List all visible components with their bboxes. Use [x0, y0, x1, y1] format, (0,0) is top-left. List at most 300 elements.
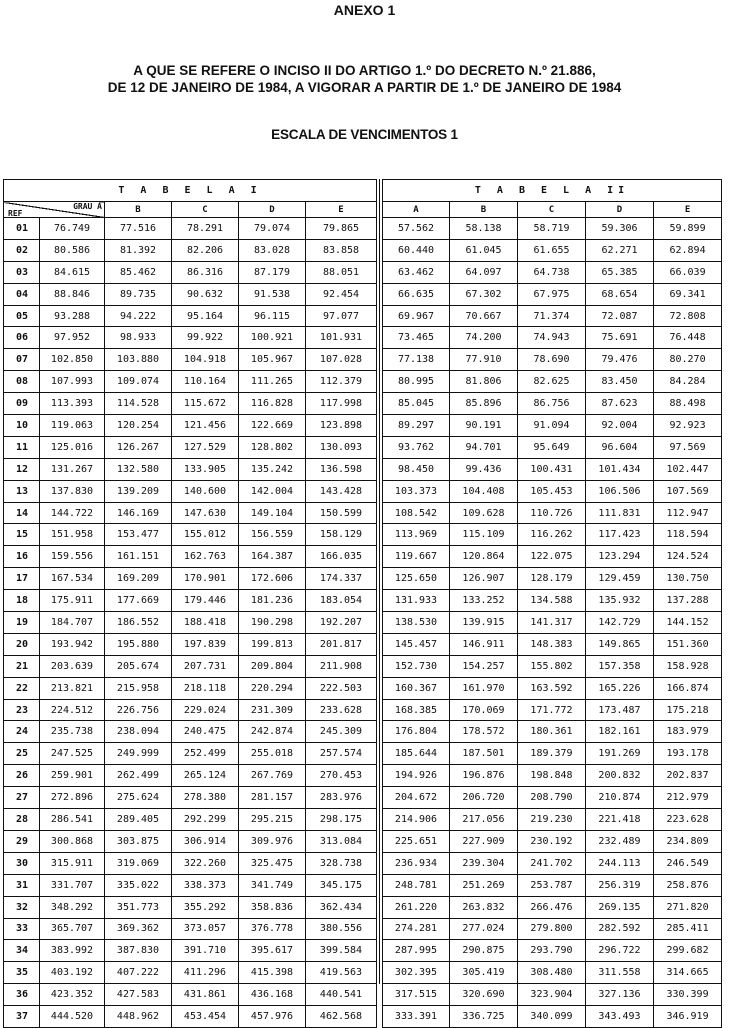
value-cell: 399.584 — [306, 940, 377, 962]
table-row — [383, 918, 722, 940]
value-cell: 130.750 — [654, 568, 722, 590]
value-cell: 126.267 — [105, 436, 172, 458]
value-cell: 136.598 — [306, 458, 377, 480]
ref-cell: 09 — [4, 393, 40, 415]
table-row — [4, 830, 377, 852]
value-cell: 92.004 — [586, 415, 654, 437]
value-cell: 183.979 — [654, 721, 722, 743]
value-cell: 157.358 — [586, 655, 654, 677]
value-cell: 189.379 — [518, 743, 586, 765]
table-row — [4, 852, 377, 874]
value-cell: 325.475 — [239, 852, 306, 874]
value-cell: 61.655 — [518, 239, 586, 261]
value-cell: 113.393 — [40, 393, 105, 415]
value-cell: 193.942 — [40, 633, 105, 655]
value-cell: 282.592 — [586, 918, 654, 940]
value-cell: 300.868 — [40, 830, 105, 852]
value-cell: 188.418 — [172, 612, 239, 634]
value-cell: 192.207 — [306, 612, 377, 634]
value-cell: 247.525 — [40, 743, 105, 765]
value-cell: 230.192 — [518, 830, 586, 852]
value-cell: 112.947 — [654, 502, 722, 524]
value-cell: 209.804 — [239, 655, 306, 677]
value-cell: 177.669 — [105, 590, 172, 612]
table-row — [383, 612, 722, 634]
ref-cell: 33 — [4, 918, 40, 940]
table-row — [4, 1006, 377, 1028]
value-cell: 193.178 — [654, 743, 722, 765]
table-row — [4, 261, 377, 283]
value-cell: 77.910 — [450, 349, 518, 371]
ref-cell: 36 — [4, 984, 40, 1006]
value-cell: 436.168 — [239, 984, 306, 1006]
table-row — [383, 633, 722, 655]
value-cell: 76.749 — [40, 218, 105, 240]
value-cell: 225.651 — [383, 830, 450, 852]
value-cell: 150.599 — [306, 502, 377, 524]
value-cell: 89.297 — [383, 415, 450, 437]
value-cell: 293.790 — [518, 940, 586, 962]
tabela-i-title: T A B E L A I — [4, 180, 377, 202]
value-cell: 158.928 — [654, 655, 722, 677]
ref-cell: 03 — [4, 261, 40, 283]
value-cell: 327.136 — [586, 984, 654, 1006]
table-row — [383, 984, 722, 1006]
value-cell: 68.654 — [586, 283, 654, 305]
table-row — [383, 830, 722, 852]
value-cell: 271.820 — [654, 896, 722, 918]
value-cell: 83.858 — [306, 239, 377, 261]
table-row — [383, 239, 722, 261]
value-cell: 258.876 — [654, 874, 722, 896]
value-cell: 66.635 — [383, 283, 450, 305]
value-cell: 407.222 — [105, 962, 172, 984]
table-row — [383, 218, 722, 240]
value-cell: 91.094 — [518, 415, 586, 437]
value-cell: 194.926 — [383, 765, 450, 787]
value-cell: 171.772 — [518, 699, 586, 721]
value-cell: 85.462 — [105, 261, 172, 283]
ref-cell: 26 — [4, 765, 40, 787]
value-cell: 275.624 — [105, 787, 172, 809]
value-cell: 85.896 — [450, 393, 518, 415]
value-cell: 257.574 — [306, 743, 377, 765]
value-cell: 141.317 — [518, 612, 586, 634]
value-cell: 94.701 — [450, 436, 518, 458]
value-cell: 265.124 — [172, 765, 239, 787]
col-header-t1: B — [105, 202, 172, 218]
value-cell: 131.933 — [383, 590, 450, 612]
value-cell: 99.922 — [172, 327, 239, 349]
value-cell: 305.419 — [450, 962, 518, 984]
value-cell: 62.894 — [654, 239, 722, 261]
ref-cell: 22 — [4, 677, 40, 699]
salary-scale-title: ESCALA DE VENCIMENTOS 1 — [271, 127, 458, 142]
value-cell: 272.896 — [40, 787, 105, 809]
value-cell: 137.288 — [654, 590, 722, 612]
value-cell: 59.899 — [654, 218, 722, 240]
table-row — [383, 327, 722, 349]
value-cell: 98.933 — [105, 327, 172, 349]
value-cell: 69.341 — [654, 283, 722, 305]
value-cell: 140.600 — [172, 480, 239, 502]
value-cell: 174.337 — [306, 568, 377, 590]
value-cell: 64.738 — [518, 261, 586, 283]
value-cell: 139.209 — [105, 480, 172, 502]
value-cell: 90.632 — [172, 283, 239, 305]
value-cell: 217.056 — [450, 809, 518, 831]
value-cell: 147.630 — [172, 502, 239, 524]
table-row — [4, 546, 377, 568]
value-cell: 103.880 — [105, 349, 172, 371]
value-cell: 303.875 — [105, 830, 172, 852]
ref-cell: 21 — [4, 655, 40, 677]
value-cell: 104.918 — [172, 349, 239, 371]
value-cell: 151.360 — [654, 633, 722, 655]
value-cell: 94.222 — [105, 305, 172, 327]
ref-cell: 14 — [4, 502, 40, 524]
value-cell: 67.975 — [518, 283, 586, 305]
value-cell: 156.559 — [239, 524, 306, 546]
value-cell: 76.448 — [654, 327, 722, 349]
value-cell: 207.731 — [172, 655, 239, 677]
value-cell: 105.453 — [518, 480, 586, 502]
value-cell: 168.385 — [383, 699, 450, 721]
value-cell: 110.164 — [172, 371, 239, 393]
value-cell: 197.839 — [172, 633, 239, 655]
table-row — [383, 787, 722, 809]
value-cell: 101.434 — [586, 458, 654, 480]
value-cell: 65.385 — [586, 261, 654, 283]
value-cell: 263.832 — [450, 896, 518, 918]
table-row — [383, 896, 722, 918]
ref-cell: 34 — [4, 940, 40, 962]
value-cell: 348.292 — [40, 896, 105, 918]
value-cell: 92.923 — [654, 415, 722, 437]
col-header-t1: D — [239, 202, 306, 218]
value-cell: 96.115 — [239, 305, 306, 327]
value-cell: 98.450 — [383, 458, 450, 480]
value-cell: 346.919 — [654, 1006, 722, 1028]
value-cell: 283.976 — [306, 787, 377, 809]
tabela-i-body — [4, 218, 377, 1028]
value-cell: 335.022 — [105, 874, 172, 896]
value-cell: 80.270 — [654, 349, 722, 371]
value-cell: 281.157 — [239, 787, 306, 809]
value-cell: 175.911 — [40, 590, 105, 612]
value-cell: 58.138 — [450, 218, 518, 240]
table-row — [4, 743, 377, 765]
value-cell: 112.379 — [306, 371, 377, 393]
ref-cell: 01 — [4, 218, 40, 240]
value-cell: 187.501 — [450, 743, 518, 765]
table-row — [4, 787, 377, 809]
table-row — [383, 677, 722, 699]
value-cell: 415.398 — [239, 962, 306, 984]
value-cell: 208.790 — [518, 787, 586, 809]
table-row — [4, 239, 377, 261]
value-cell: 277.024 — [450, 918, 518, 940]
value-cell: 111.265 — [239, 371, 306, 393]
value-cell: 123.294 — [586, 546, 654, 568]
value-cell: 223.628 — [654, 809, 722, 831]
value-cell: 144.152 — [654, 612, 722, 634]
tabela-ii-body — [383, 218, 722, 1028]
value-cell: 182.161 — [586, 721, 654, 743]
table-row — [4, 874, 377, 896]
value-cell: 309.976 — [239, 830, 306, 852]
value-cell: 395.617 — [239, 940, 306, 962]
value-cell: 152.730 — [383, 655, 450, 677]
ref-cell: 11 — [4, 436, 40, 458]
value-cell: 155.012 — [172, 524, 239, 546]
value-cell: 279.800 — [518, 918, 586, 940]
value-cell: 186.552 — [105, 612, 172, 634]
value-cell: 134.588 — [518, 590, 586, 612]
value-cell: 146.911 — [450, 633, 518, 655]
value-cell: 100.431 — [518, 458, 586, 480]
value-cell: 139.915 — [450, 612, 518, 634]
value-cell: 244.113 — [586, 852, 654, 874]
value-cell: 111.831 — [586, 502, 654, 524]
value-cell: 160.367 — [383, 677, 450, 699]
table-row — [4, 809, 377, 831]
value-cell: 143.428 — [306, 480, 377, 502]
ref-cell: 24 — [4, 721, 40, 743]
value-cell: 86.316 — [172, 261, 239, 283]
value-cell: 269.135 — [586, 896, 654, 918]
value-cell: 195.880 — [105, 633, 172, 655]
value-cell: 158.129 — [306, 524, 377, 546]
value-cell: 286.541 — [40, 809, 105, 831]
value-cell: 285.411 — [654, 918, 722, 940]
value-cell: 173.487 — [586, 699, 654, 721]
value-cell: 119.667 — [383, 546, 450, 568]
value-cell: 308.480 — [518, 962, 586, 984]
value-cell: 419.563 — [306, 962, 377, 984]
table-row — [4, 458, 377, 480]
ref-cell: 31 — [4, 874, 40, 896]
value-cell: 181.236 — [239, 590, 306, 612]
table-row — [383, 940, 722, 962]
value-cell: 69.967 — [383, 305, 450, 327]
value-cell: 57.562 — [383, 218, 450, 240]
table-row — [4, 896, 377, 918]
col-header-t1: E — [306, 202, 377, 218]
value-cell: 161.151 — [105, 546, 172, 568]
value-cell: 87.179 — [239, 261, 306, 283]
value-cell: 261.220 — [383, 896, 450, 918]
table-row — [4, 962, 377, 984]
value-cell: 198.848 — [518, 765, 586, 787]
value-cell: 245.309 — [306, 721, 377, 743]
value-cell: 345.175 — [306, 874, 377, 896]
value-cell: 133.905 — [172, 458, 239, 480]
table-row — [4, 721, 377, 743]
value-cell: 107.993 — [40, 371, 105, 393]
value-cell: 323.904 — [518, 984, 586, 1006]
value-cell: 169.209 — [105, 568, 172, 590]
ref-cell: 07 — [4, 349, 40, 371]
table-row — [383, 305, 722, 327]
table-row — [383, 852, 722, 874]
value-cell: 132.580 — [105, 458, 172, 480]
value-cell: 120.864 — [450, 546, 518, 568]
value-cell: 226.756 — [105, 699, 172, 721]
value-cell: 133.252 — [450, 590, 518, 612]
value-cell: 109.628 — [450, 502, 518, 524]
table-row — [4, 918, 377, 940]
value-cell: 80.586 — [40, 239, 105, 261]
value-cell: 82.206 — [172, 239, 239, 261]
value-cell: 299.682 — [654, 940, 722, 962]
col-header-t2: D — [586, 202, 654, 218]
value-cell: 336.725 — [450, 1006, 518, 1028]
ref-cell: 27 — [4, 787, 40, 809]
value-cell: 138.530 — [383, 612, 450, 634]
value-cell: 162.763 — [172, 546, 239, 568]
value-cell: 165.226 — [586, 677, 654, 699]
table-row — [383, 962, 722, 984]
ref-cell: 13 — [4, 480, 40, 502]
ref-cell: 18 — [4, 590, 40, 612]
table-row — [4, 283, 377, 305]
value-cell: 102.447 — [654, 458, 722, 480]
value-cell: 146.169 — [105, 502, 172, 524]
value-cell: 128.802 — [239, 436, 306, 458]
value-cell: 101.931 — [306, 327, 377, 349]
table-separator-line — [379, 179, 380, 984]
value-cell: 313.084 — [306, 830, 377, 852]
value-cell: 253.787 — [518, 874, 586, 896]
table-row — [4, 327, 377, 349]
value-cell: 125.650 — [383, 568, 450, 590]
value-cell: 166.035 — [306, 546, 377, 568]
ref-cell: 15 — [4, 524, 40, 546]
table-row — [383, 480, 722, 502]
value-cell: 115.109 — [450, 524, 518, 546]
tabela-i — [3, 179, 377, 1028]
value-cell: 81.806 — [450, 371, 518, 393]
value-cell: 79.074 — [239, 218, 306, 240]
value-cell: 166.874 — [654, 677, 722, 699]
grau-ref-corner-header — [4, 202, 105, 218]
value-cell: 117.423 — [586, 524, 654, 546]
grau-label: GRAU A — [73, 202, 102, 211]
value-cell: 107.028 — [306, 349, 377, 371]
value-cell: 319.069 — [105, 852, 172, 874]
value-cell: 233.628 — [306, 699, 377, 721]
value-cell: 236.934 — [383, 852, 450, 874]
table-row — [383, 283, 722, 305]
value-cell: 251.269 — [450, 874, 518, 896]
value-cell: 123.898 — [306, 415, 377, 437]
value-cell: 120.254 — [105, 415, 172, 437]
value-cell: 77.138 — [383, 349, 450, 371]
decree-reference-line-1: A QUE SE REFERE O INCISO II DO ARTIGO 1.º DO DECRETO N.º 21.886, — [133, 63, 596, 78]
value-cell: 184.707 — [40, 612, 105, 634]
ref-cell: 02 — [4, 239, 40, 261]
value-cell: 118.594 — [654, 524, 722, 546]
ref-cell: 37 — [4, 1006, 40, 1028]
value-cell: 78.291 — [172, 218, 239, 240]
value-cell: 248.781 — [383, 874, 450, 896]
value-cell: 127.529 — [172, 436, 239, 458]
value-cell: 256.319 — [586, 874, 654, 896]
ref-cell: 25 — [4, 743, 40, 765]
value-cell: 341.749 — [239, 874, 306, 896]
value-cell: 116.262 — [518, 524, 586, 546]
ref-cell: 32 — [4, 896, 40, 918]
value-cell: 365.707 — [40, 918, 105, 940]
value-cell: 328.738 — [306, 852, 377, 874]
table-row — [4, 349, 377, 371]
value-cell: 200.832 — [586, 765, 654, 787]
value-cell: 129.459 — [586, 568, 654, 590]
value-cell: 107.569 — [654, 480, 722, 502]
value-cell: 262.499 — [105, 765, 172, 787]
value-cell: 82.625 — [518, 371, 586, 393]
value-cell: 155.802 — [518, 655, 586, 677]
value-cell: 227.909 — [450, 830, 518, 852]
table-row — [4, 480, 377, 502]
value-cell: 302.395 — [383, 962, 450, 984]
value-cell: 183.054 — [306, 590, 377, 612]
value-cell: 311.558 — [586, 962, 654, 984]
value-cell: 72.808 — [654, 305, 722, 327]
table-row — [383, 393, 722, 415]
value-cell: 221.418 — [586, 809, 654, 831]
table-row — [383, 371, 722, 393]
value-cell: 427.583 — [105, 984, 172, 1006]
value-cell: 369.362 — [105, 918, 172, 940]
value-cell: 108.542 — [383, 502, 450, 524]
col-header-t2: B — [450, 202, 518, 218]
value-cell: 214.906 — [383, 809, 450, 831]
value-cell: 355.292 — [172, 896, 239, 918]
value-cell: 137.830 — [40, 480, 105, 502]
value-cell: 62.271 — [586, 239, 654, 261]
value-cell: 201.817 — [306, 633, 377, 655]
value-cell: 116.828 — [239, 393, 306, 415]
value-cell: 104.408 — [450, 480, 518, 502]
ref-label: REF — [8, 209, 23, 218]
value-cell: 266.476 — [518, 896, 586, 918]
value-cell: 102.850 — [40, 349, 105, 371]
value-cell: 333.391 — [383, 1006, 450, 1028]
value-cell: 161.970 — [450, 677, 518, 699]
ref-cell: 06 — [4, 327, 40, 349]
value-cell: 391.710 — [172, 940, 239, 962]
value-cell: 270.453 — [306, 765, 377, 787]
value-cell: 91.538 — [239, 283, 306, 305]
value-cell: 373.057 — [172, 918, 239, 940]
value-cell: 130.093 — [306, 436, 377, 458]
value-cell: 330.399 — [654, 984, 722, 1006]
value-cell: 142.729 — [586, 612, 654, 634]
table-row — [4, 502, 377, 524]
table-row — [383, 436, 722, 458]
table-row — [4, 633, 377, 655]
value-cell: 84.284 — [654, 371, 722, 393]
value-cell: 93.288 — [40, 305, 105, 327]
value-cell: 235.738 — [40, 721, 105, 743]
table-row — [383, 1006, 722, 1028]
value-cell: 154.257 — [450, 655, 518, 677]
value-cell: 81.392 — [105, 239, 172, 261]
value-cell: 93.762 — [383, 436, 450, 458]
value-cell: 314.665 — [654, 962, 722, 984]
